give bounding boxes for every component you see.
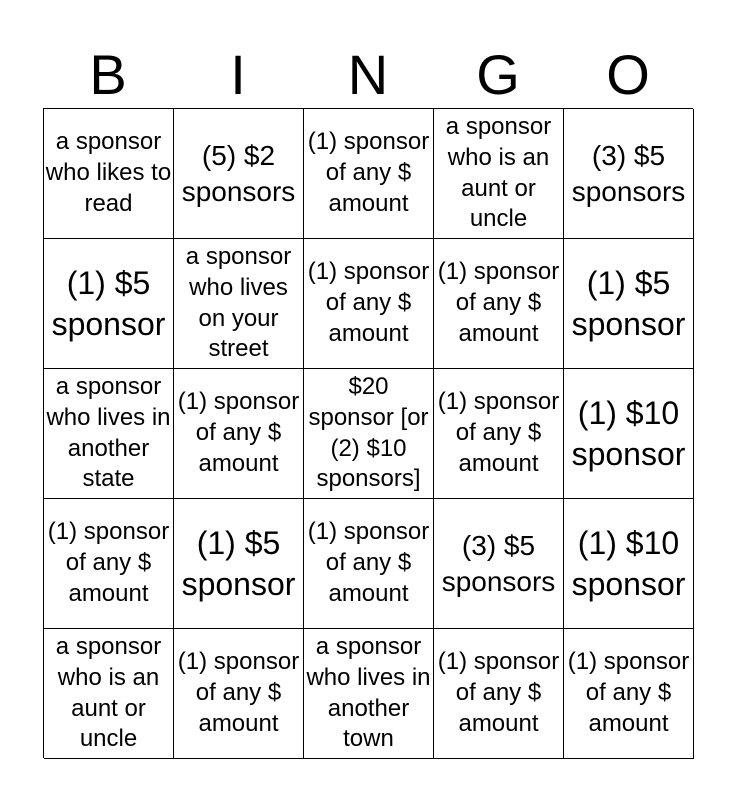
bingo-cell-o1[interactable] xyxy=(564,109,694,239)
bingo-cell-text: (1) $5 sponsor xyxy=(51,264,166,342)
header-letter-o: O xyxy=(606,43,650,106)
bingo-cell-text: a sponsor who likes to read xyxy=(45,128,172,217)
bingo-cell-text: (5) $2 sponsors xyxy=(181,139,296,207)
bingo-cell-text: (3) $5 sponsors xyxy=(441,529,556,597)
bingo-cell-text: (1) sponsor of any $ amount xyxy=(177,388,300,477)
bingo-cell-text: (1) sponsor of any $ amount xyxy=(437,258,560,347)
header-letter-g: G xyxy=(476,43,520,106)
bingo-header xyxy=(43,42,693,108)
bingo-cell-n4[interactable] xyxy=(304,499,434,629)
header-letter-b: B xyxy=(89,43,127,106)
bingo-cell-text: (1) sponsor of any $ amount xyxy=(307,258,430,347)
bingo-cell-g1[interactable] xyxy=(434,109,564,239)
bingo-cell-text: (1) sponsor of any $ amount xyxy=(437,648,560,737)
bingo-cell-o3[interactable] xyxy=(564,369,694,499)
bingo-cell-text: (1) sponsor of any $ amount xyxy=(307,128,430,217)
bingo-cell-n2[interactable] xyxy=(304,239,434,369)
bingo-cell-text: (1) sponsor of any $ amount xyxy=(177,648,300,737)
bingo-cell-i2[interactable] xyxy=(174,239,304,369)
bingo-cell-b4[interactable] xyxy=(44,499,174,629)
bingo-cell-o2[interactable] xyxy=(564,239,694,369)
bingo-cell-text: (1) $5 sponsor xyxy=(571,264,686,342)
header-letter-i: I xyxy=(230,43,246,106)
bingo-cell-b5[interactable] xyxy=(44,629,174,759)
bingo-cell-text: (3) $5 sponsors xyxy=(571,139,686,207)
bingo-grid xyxy=(43,108,693,758)
bingo-cell-b1[interactable] xyxy=(44,109,174,239)
bingo-cell-text: a sponsor who lives in another town xyxy=(306,633,431,753)
bingo-cell-text: a sponsor who is an aunt or uncle xyxy=(445,113,552,233)
bingo-cell-n1[interactable] xyxy=(304,109,434,239)
bingo-cell-text: (1) sponsor of any $ amount xyxy=(437,388,560,477)
bingo-cell-text: (1) $10 sponsor xyxy=(571,524,686,602)
bingo-cell-text: $20 sponsor [or (2) $10 sponsors] xyxy=(308,373,429,493)
bingo-cell-b3[interactable] xyxy=(44,369,174,499)
bingo-cell-text: a sponsor who lives in another state xyxy=(46,373,171,493)
bingo-cell-o5[interactable] xyxy=(564,629,694,759)
bingo-cell-i4[interactable] xyxy=(174,499,304,629)
bingo-cell-text: a sponsor who lives on your street xyxy=(185,243,292,363)
bingo-cell-g2[interactable] xyxy=(434,239,564,369)
bingo-cell-g5[interactable] xyxy=(434,629,564,759)
bingo-cell-i3[interactable] xyxy=(174,369,304,499)
bingo-cell-o4[interactable] xyxy=(564,499,694,629)
bingo-cell-g3[interactable] xyxy=(434,369,564,499)
bingo-cell-text: (1) sponsor of any $ amount xyxy=(307,518,430,607)
bingo-cell-text: (1) sponsor of any $ amount xyxy=(567,648,690,737)
header-letter-n: N xyxy=(347,43,389,106)
bingo-cell-n3[interactable] xyxy=(304,369,434,499)
bingo-cell-text: a sponsor who is an aunt or uncle xyxy=(55,633,162,753)
bingo-cell-b2[interactable] xyxy=(44,239,174,369)
bingo-cell-i5[interactable] xyxy=(174,629,304,759)
bingo-cell-n5[interactable] xyxy=(304,629,434,759)
bingo-cell-i1[interactable] xyxy=(174,109,304,239)
bingo-cell-text: (1) $10 sponsor xyxy=(571,394,686,472)
bingo-cell-text: (1) $5 sponsor xyxy=(181,524,296,602)
bingo-cell-text: (1) sponsor of any $ amount xyxy=(47,518,170,607)
bingo-cell-g4[interactable] xyxy=(434,499,564,629)
